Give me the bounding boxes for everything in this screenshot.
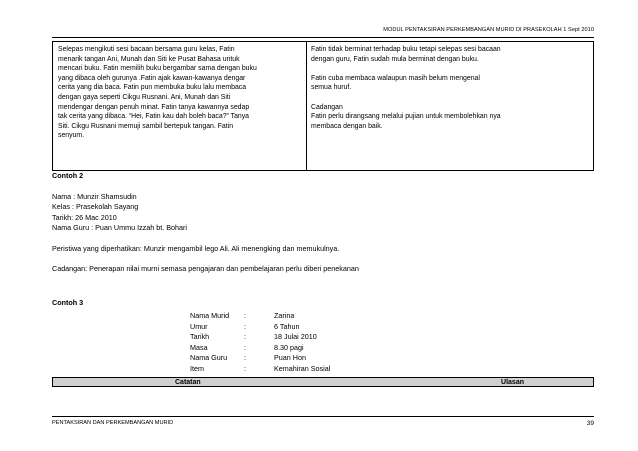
observation-line: Siti. Cikgu Rusnani memuji sambil bertepuk tangan. Fatin — [58, 122, 234, 130]
detail-row — [190, 322, 330, 333]
detail-row — [190, 311, 330, 322]
ulasan-header: Ulasan — [501, 378, 524, 386]
header-rule — [52, 37, 594, 38]
observation-line: mendengar dengan penuh minat. Fatin tanya kawannya sedap — [58, 103, 250, 111]
observation-line: senyum. — [58, 132, 85, 140]
detail-value: 8.30 pagi — [274, 342, 304, 352]
detail-colon: : — [244, 363, 246, 373]
page-number: 39 — [586, 420, 594, 427]
detail-value: Kemahiran Sosial — [274, 363, 331, 373]
comment-paragraph — [311, 74, 589, 93]
detail-row — [190, 343, 330, 354]
observation-line: mencari buku. Fatin memilih buku bergambar sama dengan buku — [58, 65, 257, 73]
detail-value: 18 Julai 2010 — [274, 332, 317, 342]
teacher-name: Nama Guru : Puan Ummu Izzah bt. Bohari — [52, 223, 188, 233]
comment-line: semua huruf. — [311, 84, 352, 92]
contoh2-section — [52, 171, 359, 274]
comment-line: Fatin cuba membaca walaupun masih belum mengenal — [311, 74, 480, 82]
comment-line: dengan guru, Fatin sudah mula berminat dengan buku. — [311, 55, 479, 63]
recommendation: Cadangan: Penerapan nilai murni semasa pengajaran dan pembelajaran perlu diberi penekanan — [52, 263, 359, 273]
observation-line: dengan gaya seperti Cikgu Rusnani. Ani, Munah dan Siti — [58, 93, 231, 101]
contoh3-details — [190, 311, 330, 375]
catatan-header: Catatan — [175, 378, 201, 386]
detail-colon: : — [244, 332, 246, 342]
comment-paragraph — [311, 103, 589, 132]
footer-title: PENTAKSIRAN DAN PERKEMBANGAN MURID — [52, 420, 174, 426]
detail-row — [190, 353, 330, 364]
observation-cell — [53, 42, 307, 170]
detail-colon: : — [244, 342, 246, 352]
contoh3-heading: Contoh 3 — [52, 298, 84, 307]
observation-line: tak cerita yang dibaca. “Hei, Fatin kau dah boleh baca?” Tanya — [58, 113, 250, 121]
comment-line: Cadangan — [311, 103, 343, 111]
detail-key: Umur — [190, 321, 208, 331]
detail-value: Zarina — [274, 311, 295, 320]
student-name: Nama : Munzir Shamsudin — [52, 191, 137, 201]
detail-key: Nama Murid — [190, 311, 230, 320]
comment-line: Fatin tidak berminat terhadap buku tetapi selepas sesi bacaan — [311, 46, 501, 53]
detail-colon: : — [244, 353, 246, 363]
contoh2-heading: Contoh 2 — [52, 171, 84, 180]
detail-value: 6 Tahun — [274, 321, 300, 331]
detail-key: Masa — [190, 342, 208, 352]
detail-key: Nama Guru — [190, 353, 228, 363]
observation-line: menarik tangan Ani, Munah dan Siti ke Pusat Bahasa untuk — [58, 55, 240, 63]
detail-row — [190, 364, 330, 375]
observation-line: cerita yang dia baca. Fatin pun membuka buku lalu membaca — [58, 84, 247, 92]
observation-date: Tarikh: 26 Mac 2010 — [52, 212, 117, 222]
detail-colon: : — [244, 311, 246, 320]
detail-colon: : — [244, 321, 246, 331]
observation-line: Selepas mengikuti sesi bacaan bersama guru kelas, Fatin — [58, 46, 235, 53]
observation-table-header — [52, 377, 594, 387]
footer-rule — [52, 416, 594, 417]
detail-value: Puan Hon — [274, 353, 306, 363]
observed-event: Peristiwa yang diperhatikan: Munzir mengambil lego Ali. Ali menengking dan memukulnya. — [52, 243, 340, 253]
detail-row — [190, 332, 330, 343]
comment-line: membaca dengan baik. — [311, 122, 383, 130]
student-class: Kelas : Prasekolah Sayang — [52, 202, 139, 212]
comment-paragraph — [311, 45, 589, 64]
observation-line: yang dibaca oleh gurunya .Fatin ajak kawan-kawanya dengar — [58, 74, 246, 82]
detail-key: Item — [190, 363, 204, 373]
comment-line: Fatin perlu dirangsang melalui pujian untuk membolehkan nya — [311, 113, 501, 121]
contoh3-section — [52, 298, 83, 309]
continuation-table — [52, 41, 594, 171]
running-header: MODUL PENTAKSIRAN PERKEMBANGAN MURID DI PRASEKOLAH 1 Sept 2010 — [383, 27, 594, 33]
detail-key: Tarikh — [190, 332, 210, 342]
comment-cell — [307, 42, 593, 170]
